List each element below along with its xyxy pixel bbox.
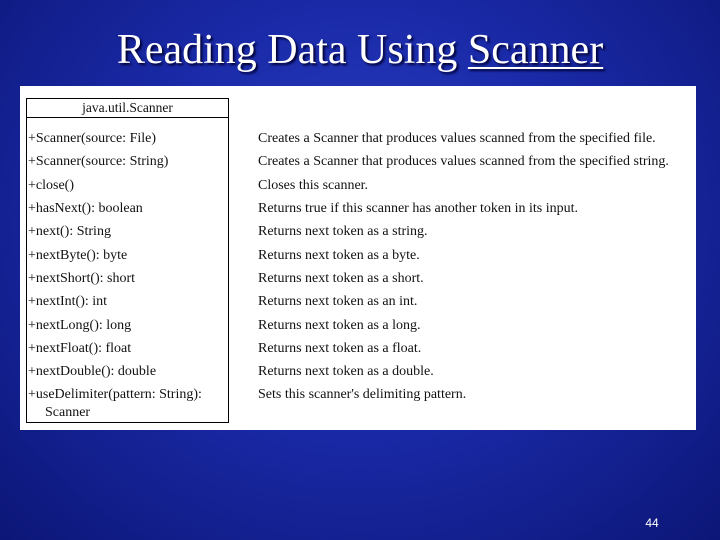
desc-next: Returns next token as a string. — [258, 224, 428, 239]
uml-class-name: java.util.Scanner — [27, 99, 228, 118]
method-usedelimiter-return: Scanner — [45, 405, 91, 420]
method-hasnext: +hasNext(): boolean — [28, 201, 143, 216]
method-usedelimiter: +useDelimiter(pattern: String): — [28, 387, 202, 402]
method-nextint: +nextInt(): int — [28, 294, 108, 309]
desc-nextfloat: Returns next token as a float. — [258, 341, 422, 356]
uml-figure-panel — [20, 86, 696, 430]
desc-nextbyte: Returns next token as a byte. — [258, 248, 420, 263]
title-text: Reading Data Using — [116, 27, 468, 73]
desc-scanner-file: Creates a Scanner that produces values scanned from the specified file. — [258, 131, 656, 146]
desc-nextlong: Returns next token as a long. — [258, 318, 421, 333]
desc-usedelimiter: Sets this scanner's delimiting pattern. — [258, 387, 467, 402]
desc-nextshort: Returns next token as a short. — [258, 271, 424, 286]
desc-scanner-string: Creates a Scanner that produces values scanned from the specified string. — [258, 154, 669, 169]
slide-title — [0, 26, 720, 74]
method-nextfloat: +nextFloat(): float — [28, 341, 132, 356]
method-scanner-string: +Scanner(source: String) — [28, 154, 169, 169]
method-nextdouble: +nextDouble(): double — [28, 364, 157, 379]
title-link-scanner[interactable]: Scanner — [467, 27, 604, 73]
page-number: 44 — [645, 516, 659, 530]
desc-hasnext: Returns true if this scanner has another token in its input. — [258, 201, 578, 216]
desc-close: Closes this scanner. — [258, 178, 369, 193]
method-nextbyte: +nextByte(): byte — [28, 248, 128, 263]
method-scanner-file: +Scanner(source: File) — [28, 131, 157, 146]
method-nextshort: +nextShort(): short — [28, 271, 136, 286]
method-close: +close() — [28, 178, 74, 193]
method-next: +next(): String — [28, 224, 111, 239]
desc-nextint: Returns next token as an int. — [258, 294, 418, 309]
method-nextlong: +nextLong(): long — [28, 318, 132, 333]
desc-nextdouble: Returns next token as a double. — [258, 364, 434, 379]
